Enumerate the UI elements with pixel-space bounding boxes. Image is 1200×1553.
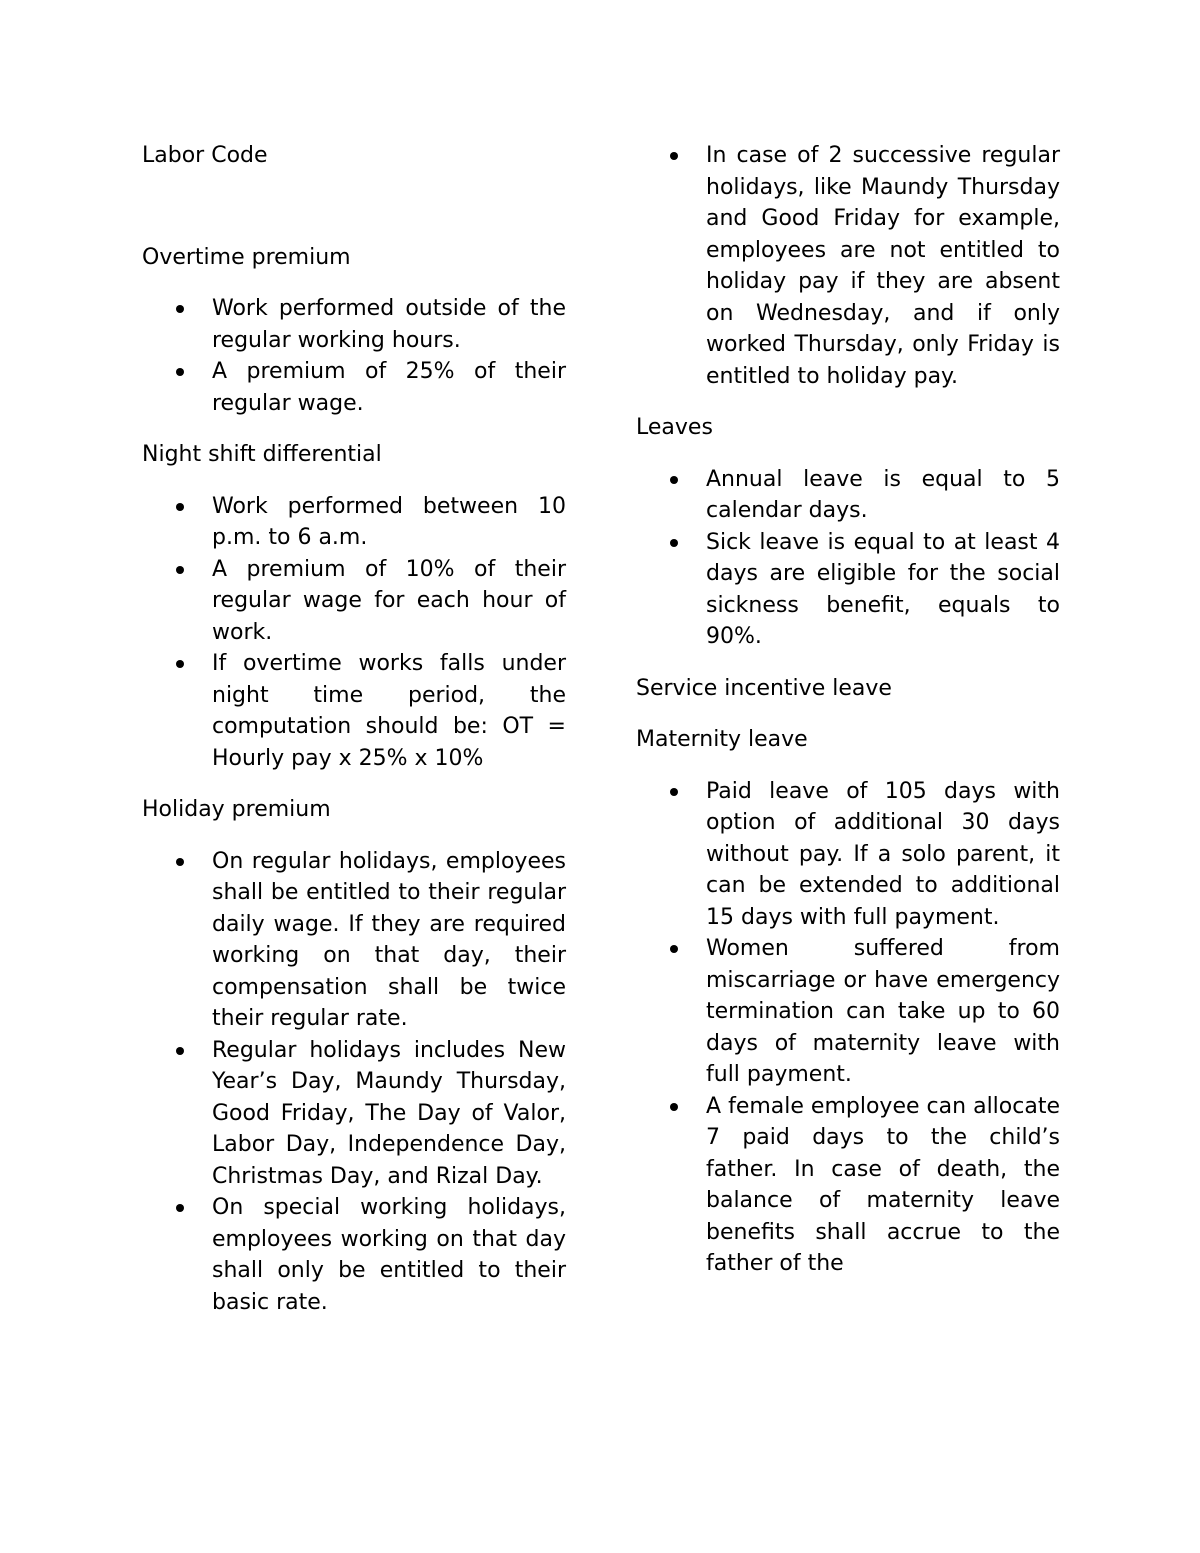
holiday-heading: Holiday premium: [142, 797, 331, 822]
maternity-section: [636, 724, 1060, 1280]
maternity-heading: Maternity leave: [636, 727, 808, 752]
list-item: On special working holidays, employees working on that day shall only be entitled to their basic rate.: [142, 1192, 566, 1318]
night-shift-heading: Night shift differential: [142, 442, 382, 467]
leaves-heading: Leaves: [636, 415, 713, 440]
holiday-list: [142, 846, 566, 1319]
night-shift-section: [142, 439, 566, 774]
list-item: A female employee can allocate 7 paid days to the child’s father. In case of death, the balance of maternity leave benefits shall accrue to the father of the: [636, 1091, 1060, 1280]
list-item: Sick leave is equal to at least 4 days are eligible for the social sickness benefit, equals to 90%.: [636, 527, 1060, 653]
overtime-section: [142, 242, 566, 420]
leaves-section: [636, 412, 1060, 653]
overtime-list: [142, 293, 566, 419]
maternity-list: [636, 776, 1060, 1280]
list-item: Annual leave is equal to 5 calendar days.: [636, 464, 1060, 527]
holiday-continued-list: [636, 140, 1060, 392]
left-column: [142, 140, 566, 1338]
list-item: A premium of 10% of their regular wage for each hour of work.: [142, 554, 566, 649]
list-item: Women suffered from miscarriage or have emergency termination can take up to 60 days of maternity leave with full payment.: [636, 933, 1060, 1091]
list-item: Regular holidays includes New Year’s Day, Maundy Thursday, Good Friday, The Day of Valor, Labor Day, Independence Day, Christmas Day, and Rizal Day.: [142, 1035, 566, 1193]
list-item: A premium of 25% of their regular wage.: [142, 356, 566, 419]
right-column: [636, 140, 1060, 1300]
document-title: Labor Code: [142, 143, 268, 168]
list-item: Paid leave of 105 days with option of additional 30 days without pay. If a solo parent, it can be extended to additional 15 days with full payment.: [636, 776, 1060, 934]
service-incentive-heading: Service incentive leave: [636, 675, 892, 701]
list-item: On regular holidays, employees shall be entitled to their regular daily wage. If they are required working on that day, their compensation shall be twice their regular rate.: [142, 846, 566, 1035]
list-item: If overtime works falls under night time period, the computation should be: OT = Hourly pay x 25% x 10%: [142, 648, 566, 774]
overtime-heading: Overtime premium: [142, 244, 351, 270]
service-incentive-section: [636, 673, 1060, 705]
leaves-list: [636, 464, 1060, 653]
list-item: Work performed outside of the regular working hours.: [142, 293, 566, 356]
night-shift-list: [142, 491, 566, 775]
list-item: Work performed between 10 p.m. to 6 a.m.: [142, 491, 566, 554]
holiday-continued-section: [636, 140, 1060, 392]
holiday-section: [142, 794, 566, 1318]
list-item: In case of 2 successive regular holidays, like Maundy Thursday and Good Friday for example, employees are not entitled to holiday pay if they are absent on Wednesday, and if only worked Thursday, only Friday is entitled to holiday pay.: [636, 140, 1060, 392]
